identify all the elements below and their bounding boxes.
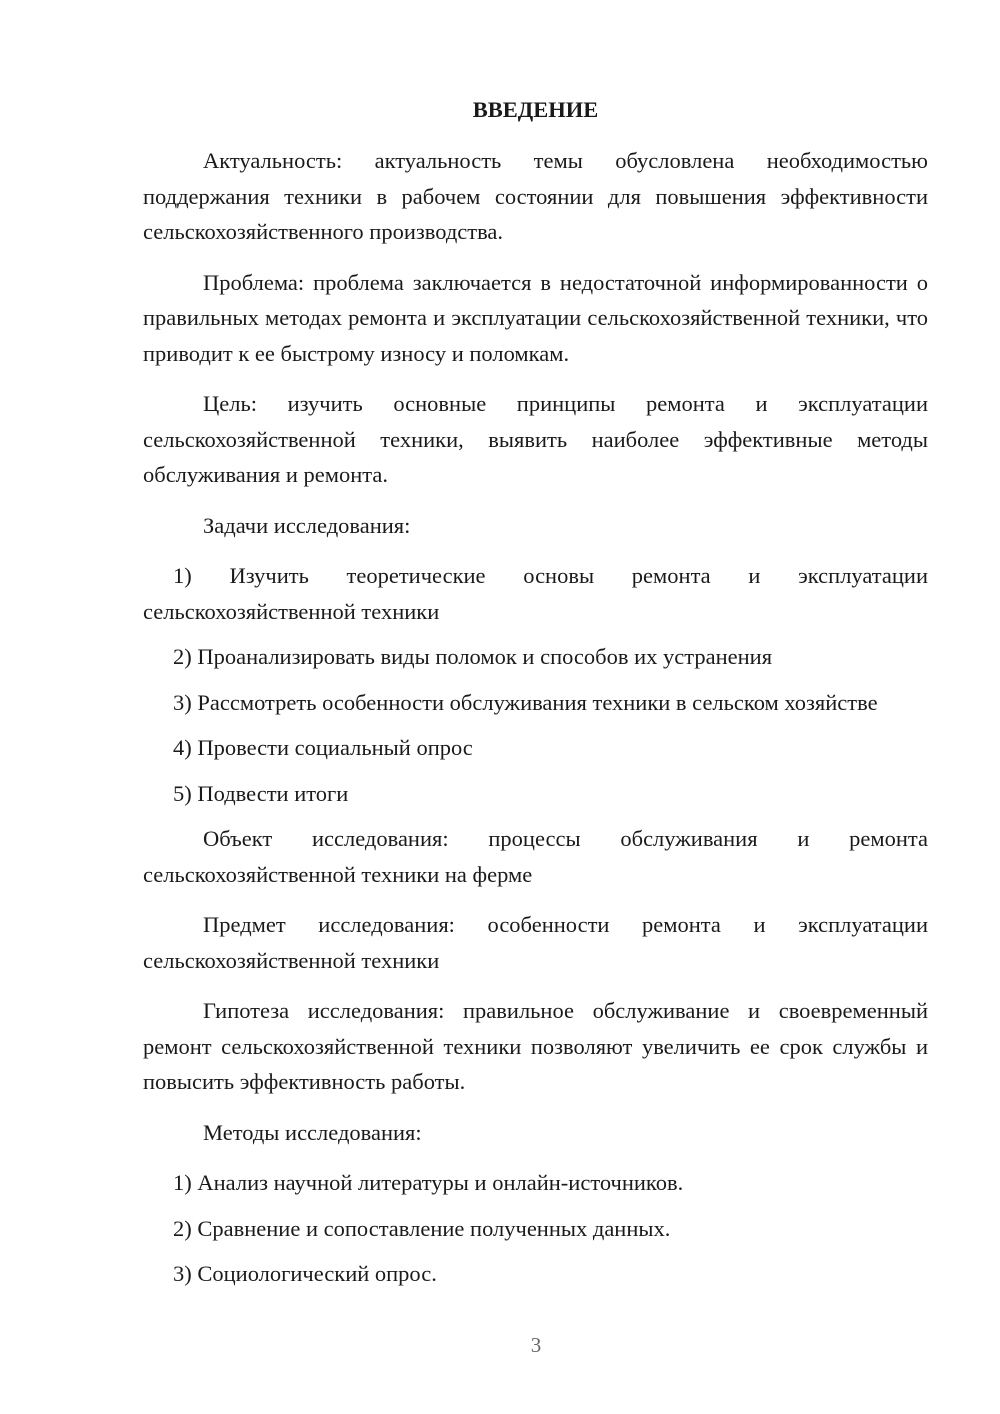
page-title: ВВЕДЕНИЕ xyxy=(472,97,599,122)
tasks-heading: Задачи исследования: xyxy=(203,512,411,538)
method-item-2: 2) Сравнение и сопоставление полученных данных. xyxy=(173,1215,671,1241)
page-number: 3 xyxy=(530,1333,542,1357)
task-item-2: 2) Проанализировать виды поломок и способов их устранения xyxy=(173,644,773,669)
method-item-3: 3) Социологический опрос. xyxy=(173,1261,437,1286)
problem-paragraph: Проблема: проблема заключается в недостаточной информированности о правильных методах ремонта и эксплуатации сельскохозяйственной техники, что приводит к ее быстрому износу и поломкам. xyxy=(143,269,928,366)
document-body xyxy=(143,92,928,1302)
object-paragraph: Объект исследования: процессы обслуживания и ремонта сельскохозяйственной техники на ферме xyxy=(143,826,928,887)
methods-heading: Методы исследования: xyxy=(203,1119,422,1145)
task-item-1: 1) Изучить теоретические основы ремонта и эксплуатации сельскохозяйственной техники xyxy=(143,563,928,624)
method-item-1: 1) Анализ научной литературы и онлайн-источников. xyxy=(173,1170,684,1195)
task-item-4: 4) Провести социальный опрос xyxy=(173,735,473,760)
task-item-5: 5) Подвести итоги xyxy=(173,780,349,806)
relevance-paragraph: Актуальность: актуальность темы обусловлена необходимостью поддержания техники в рабочем состоянии для повышения эффективности сельскохозяйственного производства. xyxy=(143,148,928,244)
subject-paragraph: Предмет исследования: особенности ремонта и эксплуатации сельскохозяйственной техники xyxy=(143,912,928,973)
task-item-3: 3) Рассмотреть особенности обслуживания техники в сельском хозяйстве xyxy=(173,689,878,715)
goal-paragraph: Цель: изучить основные принципы ремонта и эксплуатации сельскохозяйственной техники, выявить наиболее эффективные методы обслуживания и ремонта. xyxy=(143,391,928,487)
hypothesis-paragraph: Гипотеза исследования: правильное обслуживание и своевременный ремонт сельскохозяйственной техники позволяют увеличить ее срок службы и повысить эффективность работы. xyxy=(143,998,928,1094)
